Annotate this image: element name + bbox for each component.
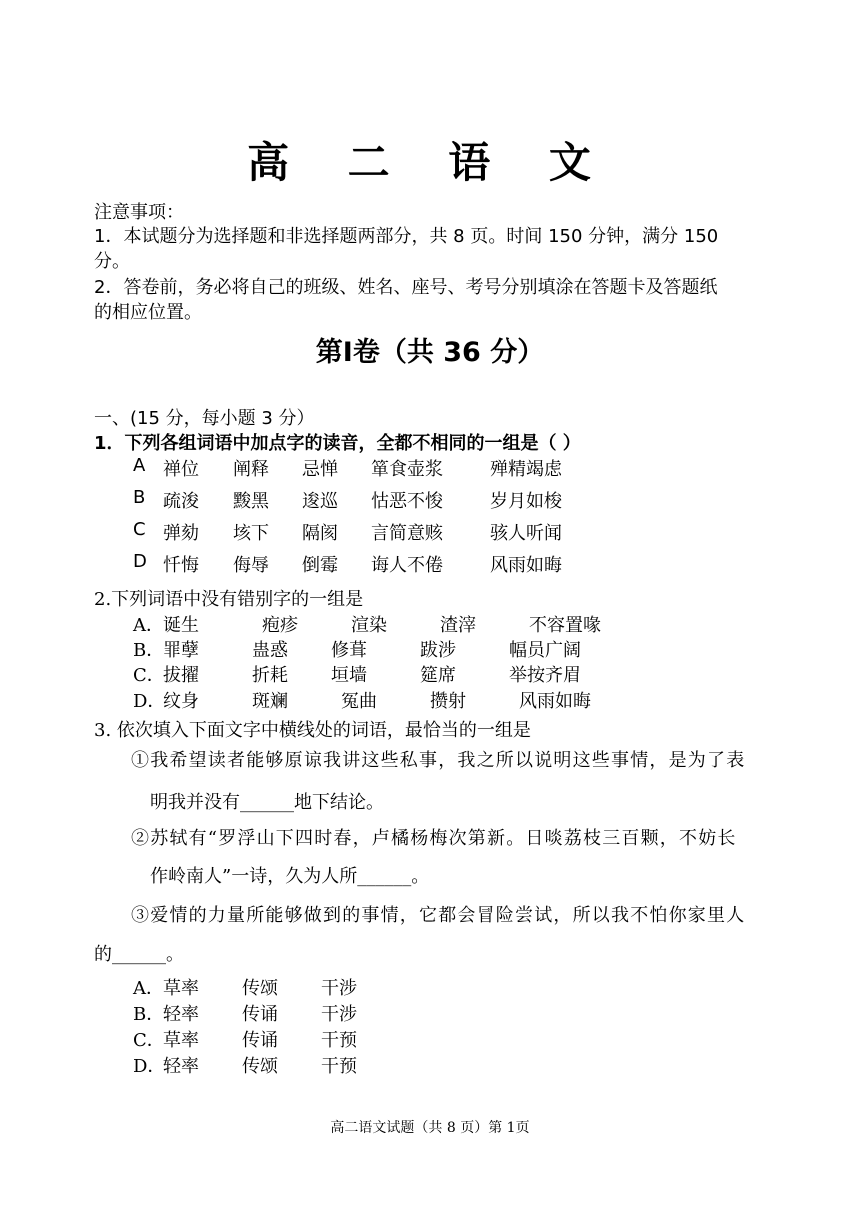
q1-option-d — [0, 551, 860, 577]
option-letter: C — [133, 519, 146, 540]
option-letter: B — [133, 487, 146, 508]
option-word: 轻率 — [163, 1004, 199, 1025]
q3-option-c — [0, 1026, 860, 1052]
option-word: 诞生 — [163, 615, 199, 636]
option-word: 垣墙 — [331, 665, 367, 686]
option-word: 逡巡 — [302, 491, 338, 512]
q2-option-a — [0, 611, 860, 637]
option-word: 阐释 — [233, 459, 269, 480]
option-word: 风雨如晦 — [519, 691, 591, 712]
option-word: 蛊惑 — [252, 640, 288, 661]
option-word: 疏浚 — [163, 491, 199, 512]
q1-stem: 1．下列各组词语中加点字的读音，全都不相同的一组是（ ） — [94, 433, 581, 454]
option-word: 折耗 — [252, 665, 288, 686]
q2-option-b — [0, 636, 860, 662]
option-word: 骇人听闻 — [490, 523, 562, 544]
option-word: 罪孽 — [163, 640, 199, 661]
option-word: 冤曲 — [341, 691, 377, 712]
q3-passage-1: ①我希望读者能够原谅我讲这些私事，我之所以说明这些事情，是为了表 — [131, 750, 746, 771]
option-word: 禅位 — [163, 459, 199, 480]
q1-option-b — [0, 487, 860, 513]
option-letter: A． — [133, 615, 164, 636]
option-word: 草率 — [163, 978, 199, 999]
section-title: 第Ⅰ卷（共 36 分） — [315, 337, 545, 368]
option-word: 弹劾 — [163, 523, 199, 544]
q3-passage-1-cont: 明我并没有______地下结论。 — [150, 792, 384, 813]
q3-option-a — [0, 974, 860, 1000]
option-letter: A． — [133, 978, 164, 999]
option-word: 攒射 — [430, 691, 466, 712]
option-word: 草率 — [163, 1030, 199, 1051]
option-word: 忌惮 — [302, 459, 338, 480]
option-word: 幅员广阔 — [509, 640, 581, 661]
q3-passage-2-cont: 作岭南人”一诗，久为人所______。 — [150, 866, 430, 887]
option-word: 箪食壶浆 — [371, 459, 443, 480]
option-word: 传诵 — [242, 1004, 278, 1025]
option-word: 怙恶不悛 — [371, 491, 443, 512]
q2-stem: 2.下列词语中没有错别字的一组是 — [94, 589, 364, 610]
q3-passage-3-cont: 的______。 — [94, 944, 184, 965]
notice-line-2-cont: 的相应位置。 — [94, 302, 202, 323]
option-word: 跋涉 — [420, 640, 456, 661]
option-word: 轻率 — [163, 1056, 199, 1077]
option-letter: D． — [133, 1056, 166, 1077]
q3-passage-3: ③爱情的力量所能够做到的事情，它都会冒险尝试，所以我不怕你家里人 — [131, 905, 746, 926]
notice-line-1: 1．本试题分为选择题和非选择题两部分，共 8 页。时间 150 分钟，满分 150 — [94, 226, 719, 247]
q2-option-c — [0, 661, 860, 687]
option-word: 垓下 — [233, 523, 269, 544]
option-word: 岁月如梭 — [490, 491, 562, 512]
option-word: 修葺 — [331, 640, 367, 661]
notice-line-1-cont: 分。 — [94, 251, 130, 272]
option-word: 诲人不倦 — [371, 555, 443, 576]
option-word: 黢黑 — [233, 491, 269, 512]
option-word: 斑斓 — [252, 691, 288, 712]
page-title: 高 二 语 文 — [247, 138, 613, 187]
option-word: 传颂 — [242, 1056, 278, 1077]
option-word: 干预 — [321, 1056, 357, 1077]
notice-line-2: 2．答卷前，务必将自己的班级、姓名、座号、考号分别填涂在答题卡及答题纸 — [94, 277, 718, 298]
option-word: 忏悔 — [163, 555, 199, 576]
q3-option-b — [0, 1000, 860, 1026]
q2-option-d — [0, 687, 860, 713]
option-letter: C． — [133, 665, 165, 686]
option-word: 渲染 — [351, 615, 387, 636]
q3-passage-2: ②苏轼有“罗浮山下四时春，卢橘杨梅次第新。日啖荔枝三百颗，不妨长 — [131, 828, 737, 849]
option-word: 风雨如晦 — [490, 555, 562, 576]
q3-option-d — [0, 1052, 860, 1078]
option-word: 隔阂 — [302, 523, 338, 544]
option-word: 筵席 — [420, 665, 456, 686]
option-word: 干预 — [321, 1030, 357, 1051]
part1-header: 一、(15 分，每小题 3 分） — [94, 408, 315, 429]
option-word: 殚精竭虑 — [490, 459, 562, 480]
option-word: 传颂 — [242, 978, 278, 999]
option-word: 传诵 — [242, 1030, 278, 1051]
option-letter: B． — [133, 640, 165, 661]
q3-stem: 3. 依次填入下面文字中横线处的词语，最恰当的一组是 — [94, 720, 531, 741]
option-word: 倒霉 — [302, 555, 338, 576]
option-word: 纹身 — [163, 691, 199, 712]
notice-heading: 注意事项： — [94, 202, 184, 223]
option-letter: D — [133, 551, 147, 572]
option-letter: B． — [133, 1004, 165, 1025]
q1-option-a — [0, 455, 860, 481]
option-word: 言简意赅 — [371, 523, 443, 544]
option-word: 干涉 — [321, 978, 357, 999]
option-word: 举按齐眉 — [509, 665, 581, 686]
option-word: 渣滓 — [440, 615, 476, 636]
option-letter: A — [133, 455, 146, 476]
option-word: 不容置喙 — [529, 615, 601, 636]
q1-option-c — [0, 519, 860, 545]
option-word: 拔擢 — [163, 665, 199, 686]
option-word: 干涉 — [321, 1004, 357, 1025]
option-letter: D． — [133, 691, 166, 712]
option-word: 疱疹 — [262, 615, 298, 636]
option-word: 侮辱 — [233, 555, 269, 576]
page-footer: 高二语文试题（共 8 页）第 1页 — [330, 1120, 530, 1136]
option-letter: C． — [133, 1030, 165, 1051]
